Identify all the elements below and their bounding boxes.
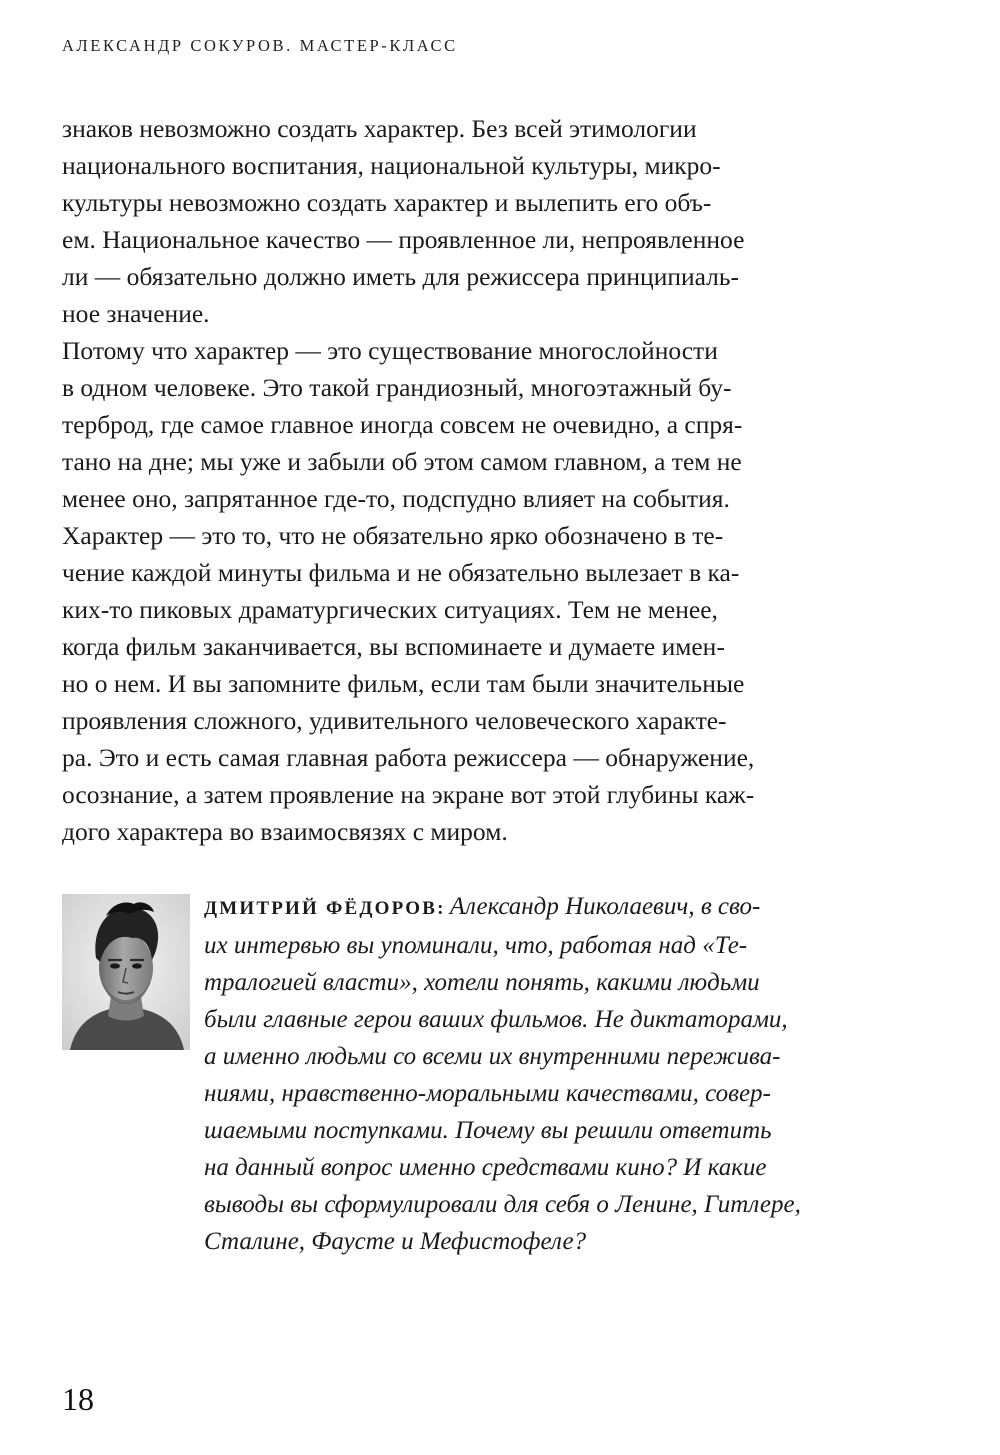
text-line: ра. Это и есть самая главная работа режиссера — обнаружение, (62, 743, 755, 772)
page-number: 18 (62, 1381, 94, 1417)
main-text (62, 110, 902, 850)
text-line: ем. Национальное качество — проявленное ли, непроявленное (62, 225, 745, 254)
text-line: в одном человеке. Это такой грандиозный, многоэтажный бу- (62, 373, 732, 402)
text-line: национального воспитания, национальной культуры, микро- (62, 151, 721, 180)
question-first-line (204, 888, 924, 927)
text-line: знаков невозможно создать характер. Без всей этимологии (62, 114, 697, 143)
question-line: их интервью вы упоминали, что, работая над «Те- (204, 932, 748, 959)
text-line: когда фильм заканчивается, вы вспоминаете и думаете имен- (62, 632, 725, 661)
text-line: тано на дне; мы уже и забыли об этом самом главном, а тем не (62, 447, 742, 476)
text-line: терброд, где самое главное иногда совсем не очевидно, а спря- (62, 410, 743, 439)
speaker-portrait (62, 894, 190, 1050)
portrait-drawing (62, 894, 190, 1050)
text-line: ное значение. (62, 299, 210, 328)
text-line: дого характера во взаимосвязях с миром. (62, 817, 508, 846)
question-line: были главные герои ваших фильмов. Не диктаторами, (204, 1006, 788, 1033)
interview-block (62, 888, 922, 1268)
text-line: но о нем. И вы запомните фильм, если там были значительные (62, 669, 745, 698)
interview-question (204, 888, 924, 1260)
question-line: шаемыми поступками. Почему вы решили ответить (204, 1117, 772, 1144)
question-line: Сталине, Фаусте и Мефистофеле? (204, 1228, 587, 1255)
question-text: Александр Николаевич, в сво- (449, 893, 761, 920)
text-line: осознание, а затем проявление на экране вот этой глубины каж- (62, 780, 755, 809)
text-line: культуры невозможно создать характер и вылепить его объ- (62, 188, 712, 217)
question-line: а именно людьми со всеми их внутренними пережива- (204, 1043, 781, 1070)
question-line: ниями, нравственно-моральными качествами, совер- (204, 1080, 771, 1107)
question-line: на данный вопрос именно средствами кино? И какие (204, 1154, 767, 1181)
text-line: Характер — это то, что не обязательно ярко обозначено в те- (62, 521, 724, 550)
text-line: ли — обязательно должно иметь для режиссера принципиаль- (62, 262, 740, 291)
text-line: ких-то пиковых драматургических ситуациях. Тем не менее, (62, 595, 718, 624)
text-line: Потому что характер — это существование многослойности (62, 336, 718, 365)
question-line: тралогией власти», хотели понять, какими людьми (204, 969, 760, 996)
text-line: менее оно, запрятанное где-то, подспудно влияет на события. (62, 484, 730, 513)
speaker-name: ДМИТРИЙ ФЁДОРОВ: (204, 898, 446, 919)
running-head: АЛЕКСАНДР СОКУРОВ. МАСТЕР-КЛАСС (62, 36, 458, 55)
text-line: чение каждой минуты фильма и не обязательно вылезает в ка- (62, 558, 740, 587)
question-line: выводы вы сформулировали для себя о Ленине, Гитлере, (204, 1191, 801, 1218)
text-line: проявления сложного, удивительного человеческого характе- (62, 706, 727, 735)
